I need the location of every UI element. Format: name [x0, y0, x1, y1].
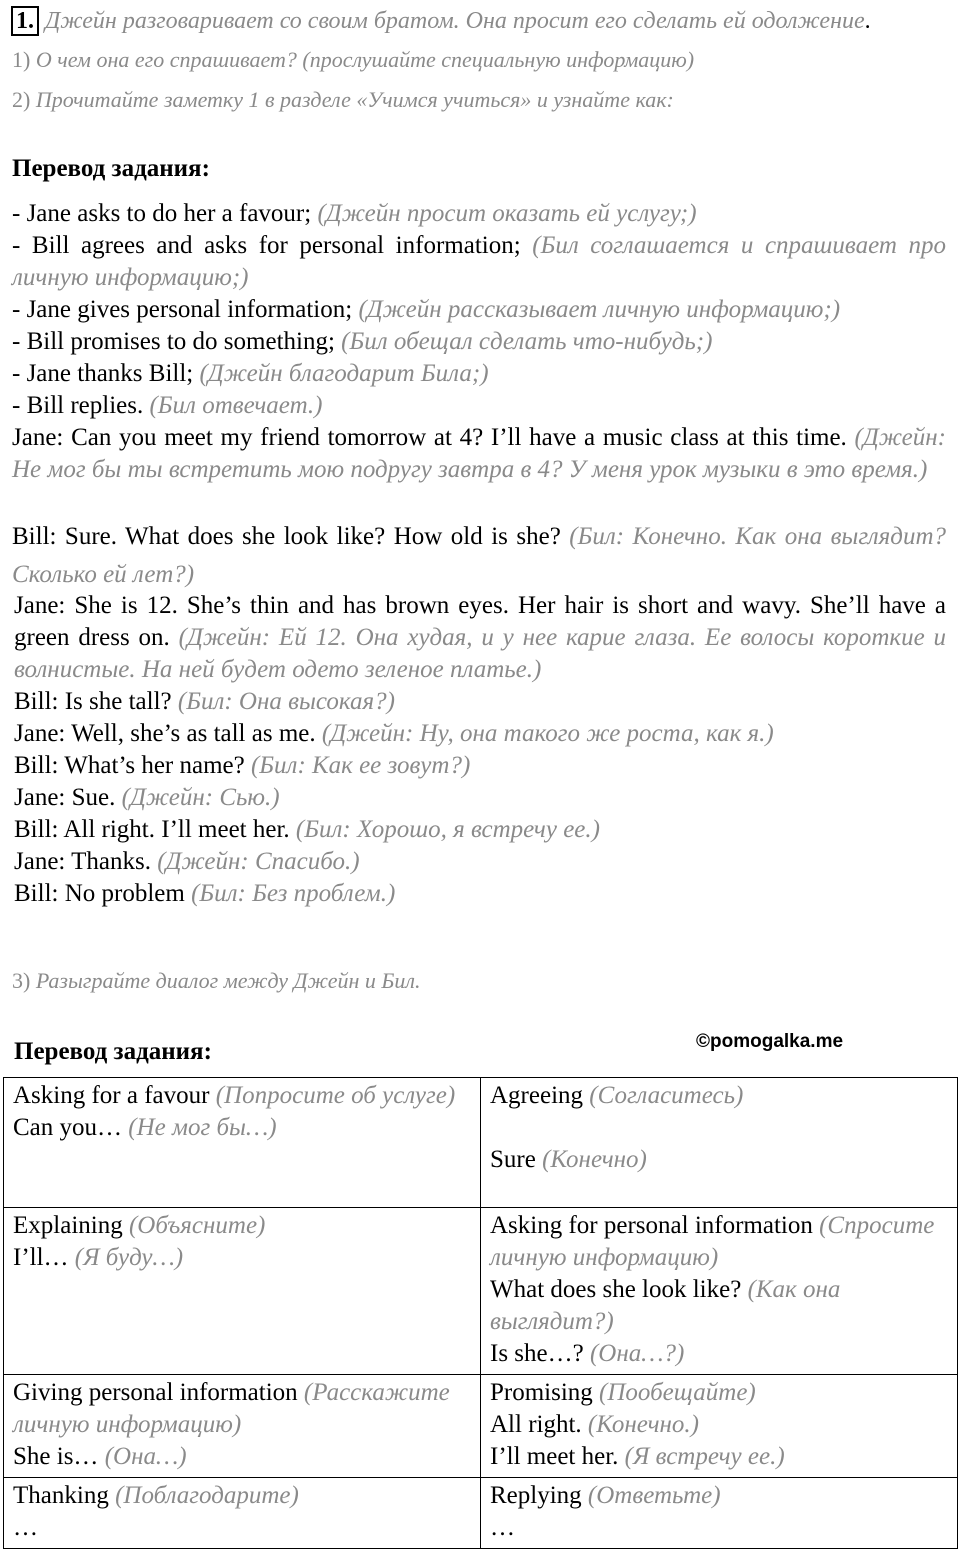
- table-cell-explaining: [4, 1208, 481, 1375]
- step-5-ru: (Джейн благодарит Била;): [199, 360, 489, 387]
- cell-line-ru: (Она…): [104, 1443, 187, 1470]
- cell-title: [13, 1210, 472, 1242]
- cell-line: [490, 1409, 949, 1441]
- task-number: 1.: [11, 6, 39, 36]
- step-6-ru: (Бил отвечает.): [149, 392, 323, 419]
- step-4: [12, 326, 946, 358]
- cell-line: [490, 1338, 949, 1370]
- dialogue-line-1-ru: (Джейн: Не мог бы ты встретить мою подругу завтра в 4? У меня урок музыки в это время.): [12, 424, 946, 483]
- cell-line-ru: (Она…?): [589, 1340, 685, 1367]
- question-3-number: 3): [12, 968, 31, 993]
- cell-title-ru: (Ответьте): [587, 1482, 721, 1509]
- table-cell-asking-favour: [4, 1078, 481, 1208]
- question-3-text: Разыграйте диалог между Джейн и Бил.: [35, 968, 421, 993]
- dialogue-line-7-en: Jane: Sue.: [14, 784, 116, 811]
- cell-title: [490, 1377, 949, 1409]
- table-cell-replying: [481, 1478, 958, 1549]
- table-row: [4, 1375, 958, 1478]
- dialogue-line-8: [14, 814, 948, 846]
- step-5-en: - Jane thanks Bill;: [12, 360, 194, 387]
- cell-line-en: Is she…?: [490, 1340, 584, 1367]
- question-3: [12, 965, 420, 997]
- cell-line-ru: (Как она выглядит?): [490, 1276, 841, 1335]
- question-1: [12, 44, 694, 76]
- task-intro-end: .: [864, 8, 871, 34]
- dialogue-line-4-ru: (Бил: Она высокая?): [177, 688, 395, 715]
- step-3: [12, 294, 946, 326]
- dialogue-line-1: [12, 422, 946, 486]
- cell-title: [490, 1080, 949, 1112]
- translation-heading-1: Перевод задания:: [12, 155, 210, 182]
- dialogue-line-10-ru: (Бил: Без проблем.): [191, 880, 396, 907]
- dialogue-line-10-en: Bill: No problem: [14, 880, 185, 907]
- dialogue-line-5-en: Jane: Well, she’s as tall as me.: [14, 720, 316, 747]
- cell-title-en: Giving personal information: [13, 1379, 298, 1406]
- step-1-ru: (Джейн просит оказать ей услугу;): [317, 200, 697, 227]
- dialogue-line-8-en: Bill: All right. I’ll meet her.: [14, 816, 290, 843]
- dialogue-line-2-en: Bill: Sure. What does she look like? How old is she?: [12, 523, 561, 550]
- cell-title-en: Asking for personal information: [490, 1212, 813, 1239]
- table-row: [4, 1078, 958, 1208]
- table-cell-giving-personal-info: [4, 1375, 481, 1478]
- table-cell-promising: [481, 1375, 958, 1478]
- cell-title-en: Asking for a favour: [13, 1082, 210, 1109]
- translation-heading-2: Перевод задания:: [14, 1038, 212, 1065]
- dialogue-line-3-ru: (Джейн: Ей 12. Она худая, и у нее карие глаза. Ее волосы короткие и волнистые. На ней будет одето зеленое платье.): [14, 624, 946, 683]
- task-header: [11, 6, 871, 36]
- step-6-en: - Bill replies.: [12, 392, 144, 419]
- dialogue-line-2: [12, 518, 946, 594]
- table-cell-agreeing: [481, 1078, 958, 1208]
- dialogue-line-1-en: Jane: Can you meet my friend tomorrow at 4? I’ll have a music class at this time.: [12, 424, 847, 451]
- cell-title: [490, 1210, 949, 1274]
- cell-title-en: Promising: [490, 1379, 593, 1406]
- dialogue-line-10: [14, 878, 948, 910]
- cell-line: [13, 1242, 472, 1274]
- cell-line-en: Can you…: [13, 1114, 123, 1141]
- dialogue-line-9-ru: (Джейн: Спасибо.): [157, 848, 360, 875]
- cell-line-en: …: [490, 1514, 515, 1541]
- dialogue-line-7: [14, 782, 948, 814]
- dialogue-line-7-ru: (Джейн: Сью.): [121, 784, 280, 811]
- dialogue-line-2-ru: (Бил: Конечно. Как она выглядит? Сколько ей лет?): [12, 523, 946, 588]
- cell-line-en: All right.: [490, 1411, 582, 1438]
- table-row: [4, 1478, 958, 1549]
- cell-line: [490, 1144, 949, 1176]
- dialogue-line-8-ru: (Бил: Хорошо, я встречу ее.): [295, 816, 600, 843]
- step-5: [12, 358, 946, 390]
- cell-title-en: Thanking: [13, 1482, 109, 1509]
- table-row: [4, 1208, 958, 1375]
- cell-title-ru: (Согласитесь): [589, 1082, 744, 1109]
- step-3-ru: (Джейн рассказывает личную информацию;): [358, 296, 841, 323]
- cell-title: [13, 1080, 472, 1112]
- cell-title-en: Agreeing: [490, 1082, 584, 1109]
- cell-line-ru: (Не мог бы…): [128, 1114, 277, 1141]
- dialogue-line-6-en: Bill: What’s her name?: [14, 752, 245, 779]
- dialogue-line-4: [14, 686, 948, 718]
- question-1-number: 1): [12, 47, 31, 72]
- cell-title-ru: (Пообещайте): [599, 1379, 756, 1406]
- dialogue-line-6-ru: (Бил: Как ее зовут?): [250, 752, 471, 779]
- cell-line-en: I’ll…: [13, 1244, 69, 1271]
- dialogue-line-3-en: Jane: She is 12. She’s thin and has brown eyes. Her hair is short and wavy. She’ll have a green dress on.: [14, 592, 946, 651]
- step-1: [12, 198, 946, 230]
- question-2: [12, 84, 674, 116]
- cell-title-ru: (Расскажите личную информацию): [13, 1379, 450, 1438]
- watermark: ©pomogalka.me: [696, 1031, 844, 1052]
- cell-title: [13, 1480, 472, 1512]
- cell-title-ru: (Спросите личную информацию): [490, 1212, 935, 1271]
- cell-line: [13, 1512, 472, 1544]
- cell-line: [490, 1512, 949, 1544]
- cell-title-en: Explaining: [13, 1212, 123, 1239]
- cell-title: [13, 1377, 472, 1441]
- cell-line: [13, 1441, 472, 1473]
- question-1-text: О чем она его спрашивает? (прослушайте специальную информацию): [35, 47, 695, 72]
- step-2: [12, 230, 946, 294]
- dialogue-line-5-ru: (Джейн: Ну, она такого же роста, как я.): [321, 720, 774, 747]
- step-4-ru: (Бил обещал сделать что-нибудь;): [341, 328, 713, 355]
- question-2-text: Прочитайте заметку 1 в разделе «Учимся учиться» и узнайте как:: [35, 87, 674, 112]
- question-2-number: 2): [12, 87, 31, 112]
- cell-line-ru: (Конечно): [542, 1146, 647, 1173]
- step-1-en: - Jane asks to do her a favour;: [12, 200, 312, 227]
- cell-line-en: …: [13, 1514, 38, 1541]
- cell-line-ru: (Я буду…): [74, 1244, 184, 1271]
- dialogue-line-9: [14, 846, 948, 878]
- step-4-en: - Bill promises to do something;: [12, 328, 335, 355]
- step-2-en: - Bill agrees and asks for personal information;: [12, 232, 521, 259]
- dialogue-line-9-en: Jane: Thanks.: [14, 848, 152, 875]
- step-3-en: - Jane gives personal information;: [12, 296, 353, 323]
- cell-line-en: Sure: [490, 1146, 536, 1173]
- cell-line-ru: (Конечно.): [587, 1411, 699, 1438]
- cell-line-en: She is…: [13, 1443, 99, 1470]
- cell-line-en: What does she look like?: [490, 1276, 742, 1303]
- task-intro: Джейн разговаривает со своим братом. Она просит его сделать ей одолжение: [45, 8, 865, 34]
- cell-title-ru: (Объясните): [128, 1212, 266, 1239]
- cell-line: [490, 1274, 949, 1338]
- cell-title: [490, 1480, 949, 1512]
- cell-line: [490, 1441, 949, 1473]
- dialogue-line-4-en: Bill: Is she tall?: [14, 688, 172, 715]
- cell-line-en: I’ll meet her.: [490, 1443, 619, 1470]
- cell-line-ru: (Я встречу ее.): [624, 1443, 785, 1470]
- cell-title-en: Replying: [490, 1482, 582, 1509]
- dialogue-line-6: [14, 750, 948, 782]
- cell-title-ru: (Поблагодарите): [115, 1482, 299, 1509]
- table-cell-thanking: [4, 1478, 481, 1549]
- dialogue-line-3: [14, 590, 946, 686]
- table-cell-asking-personal-info: [481, 1208, 958, 1375]
- phrases-table: [3, 1077, 958, 1549]
- dialogue-line-5: [14, 718, 948, 750]
- cell-line: [13, 1112, 472, 1144]
- step-6: [12, 390, 946, 422]
- cell-title-ru: (Попросите об услуге): [215, 1082, 456, 1109]
- step-2-ru: (Бил соглашается и спрашивает про личную информацию;): [12, 232, 946, 291]
